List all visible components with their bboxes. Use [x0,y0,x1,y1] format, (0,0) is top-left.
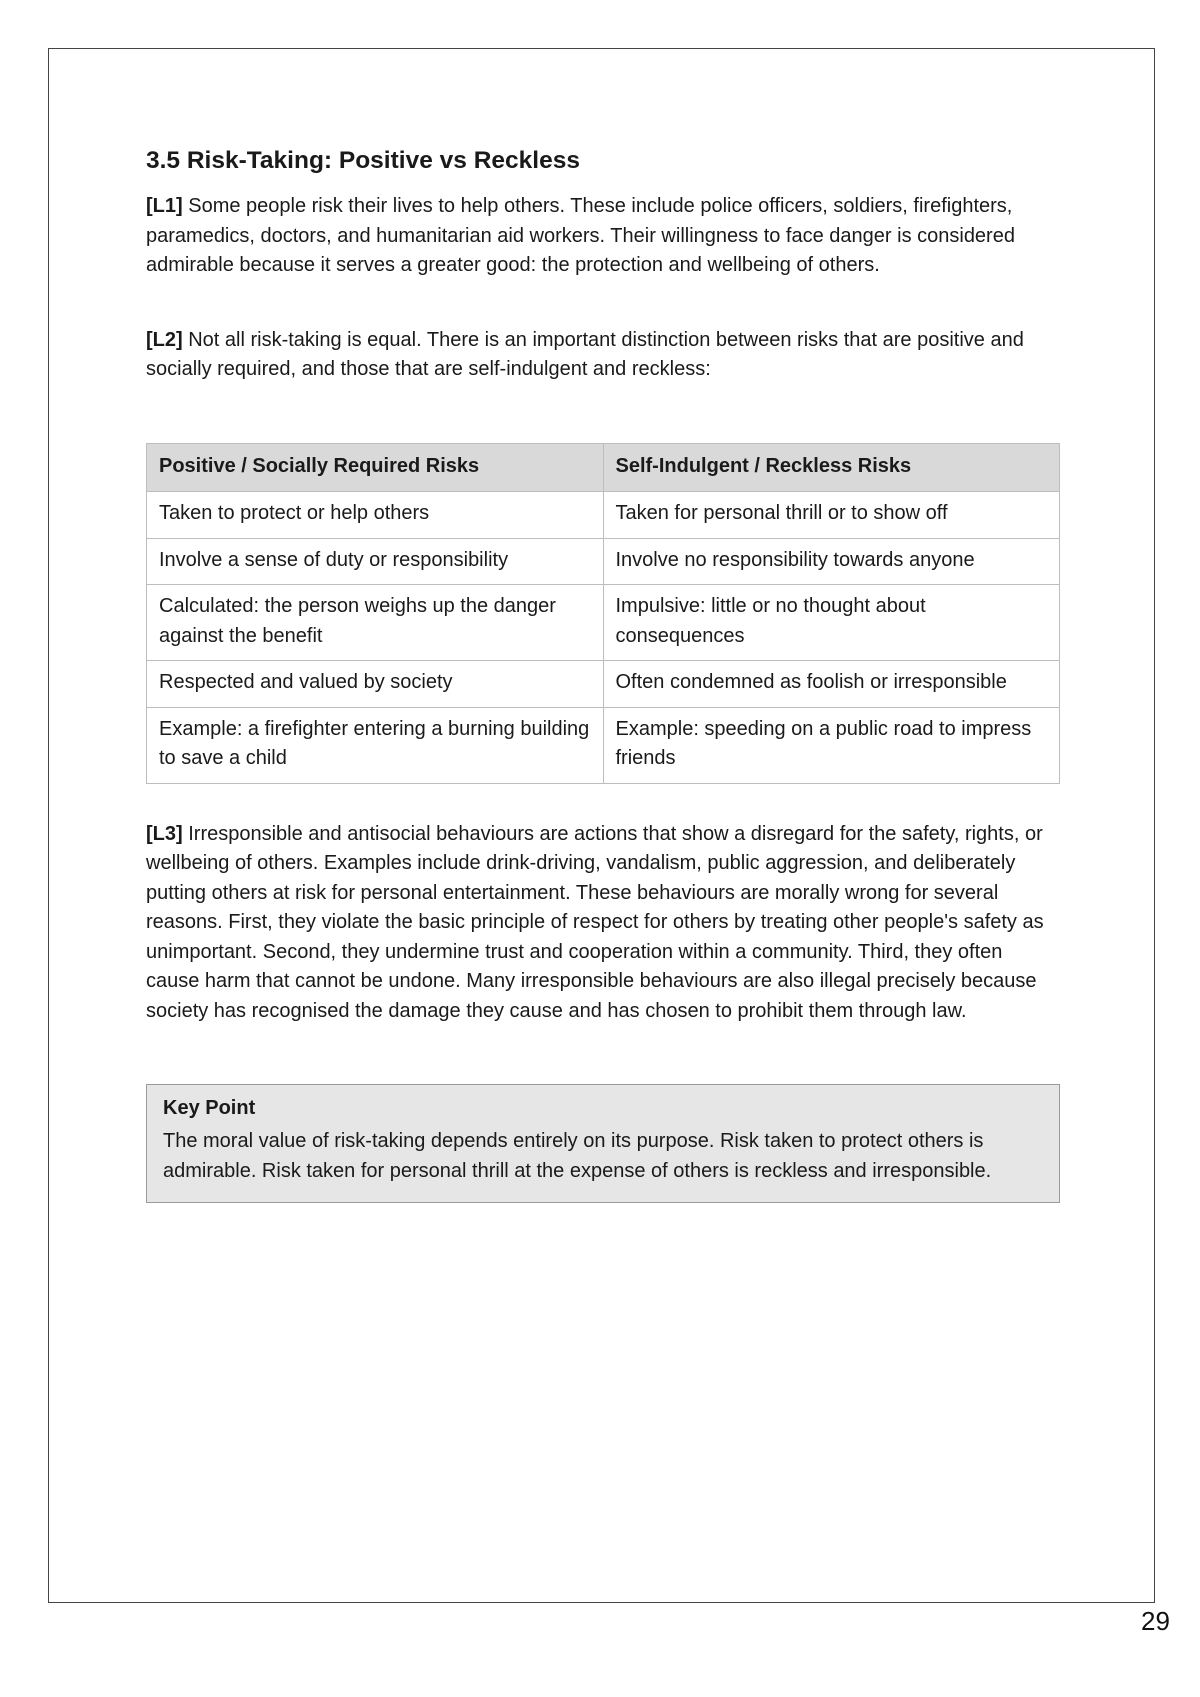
paragraph-tag-l2: [L2] [146,328,183,351]
page-number: 29 [1141,1606,1170,1636]
paragraph-text-l3: Irresponsible and antisocial behaviours are actions that show a disregard for the safety, rights, or wellbeing of others. Examples include drink-driving, vandalism, public aggression, and deliberately putting others at risk for personal entertainment. These behaviours are morally wrong for several reasons. First, they violate the basic principle of respect for others by treating other people's safety as unimportant. Second, they undermine trust and cooperation within a community. Third, they often cause harm that cannot be undone. Many irresponsible behaviours are also illegal precisely because society has recognised the damage they cause and has chosen to prohibit them through law. [146,822,1044,1022]
paragraph-text-l1: Some people risk their lives to help others. These include police officers, soldiers, firefighters, paramedics, doctors, and humanitarian aid workers. Their willingness to face danger is considered admirable because it serves a greater good: the protection and wellbeing of others. [146,195,1015,276]
table-cell: Often condemned as foolish or irresponsible [603,661,1060,708]
paragraph-tag-l3: [L3] [146,822,183,845]
key-point-title: Key Point [163,1097,256,1119]
key-point-text: The moral value of risk-taking depends entirely on its purpose. Risk taken to protect others is admirable. Risk taken for personal thrill at the expense of others is reckless and irresponsible. [163,1130,992,1182]
table-cell: Impulsive: little or no thought about consequences [603,585,1060,661]
table-header-positive: Positive / Socially Required Risks [147,443,604,492]
risk-comparison-table [146,443,1060,784]
table-cell: Example: speeding on a public road to impress friends [603,707,1060,783]
paragraph-l1 [146,192,1060,281]
table-row [147,707,1060,783]
key-point-box [146,1084,1060,1203]
table-cell: Calculated: the person weighs up the danger against the benefit [147,585,604,661]
paragraph-l3 [146,820,1060,1027]
table-row [147,585,1060,661]
table-row [147,492,1060,539]
table-cell: Respected and valued by society [147,661,604,708]
table-cell: Involve no responsibility towards anyone [603,538,1060,585]
paragraph-text-l2: Not all risk-taking is equal. There is an important distinction between risks that are positive and socially required, and those that are self-indulgent and reckless: [146,328,1024,380]
table-cell: Taken for personal thrill or to show off [603,492,1060,539]
paragraph-tag-l1: [L1] [146,195,183,217]
table-cell: Example: a firefighter entering a burning building to save a child [147,707,604,783]
table-row [147,538,1060,585]
table-header-reckless: Self-Indulgent / Reckless Risks [603,443,1060,492]
table-cell: Involve a sense of duty or responsibility [147,538,604,585]
table-header-row [147,443,1060,492]
table-cell: Taken to protect or help others [147,492,604,539]
table-row [147,661,1060,708]
paragraph-l2 [146,326,1060,385]
section-title: 3.5 Risk-Taking: Positive vs Reckless [146,147,580,174]
page-content [146,144,1060,1203]
